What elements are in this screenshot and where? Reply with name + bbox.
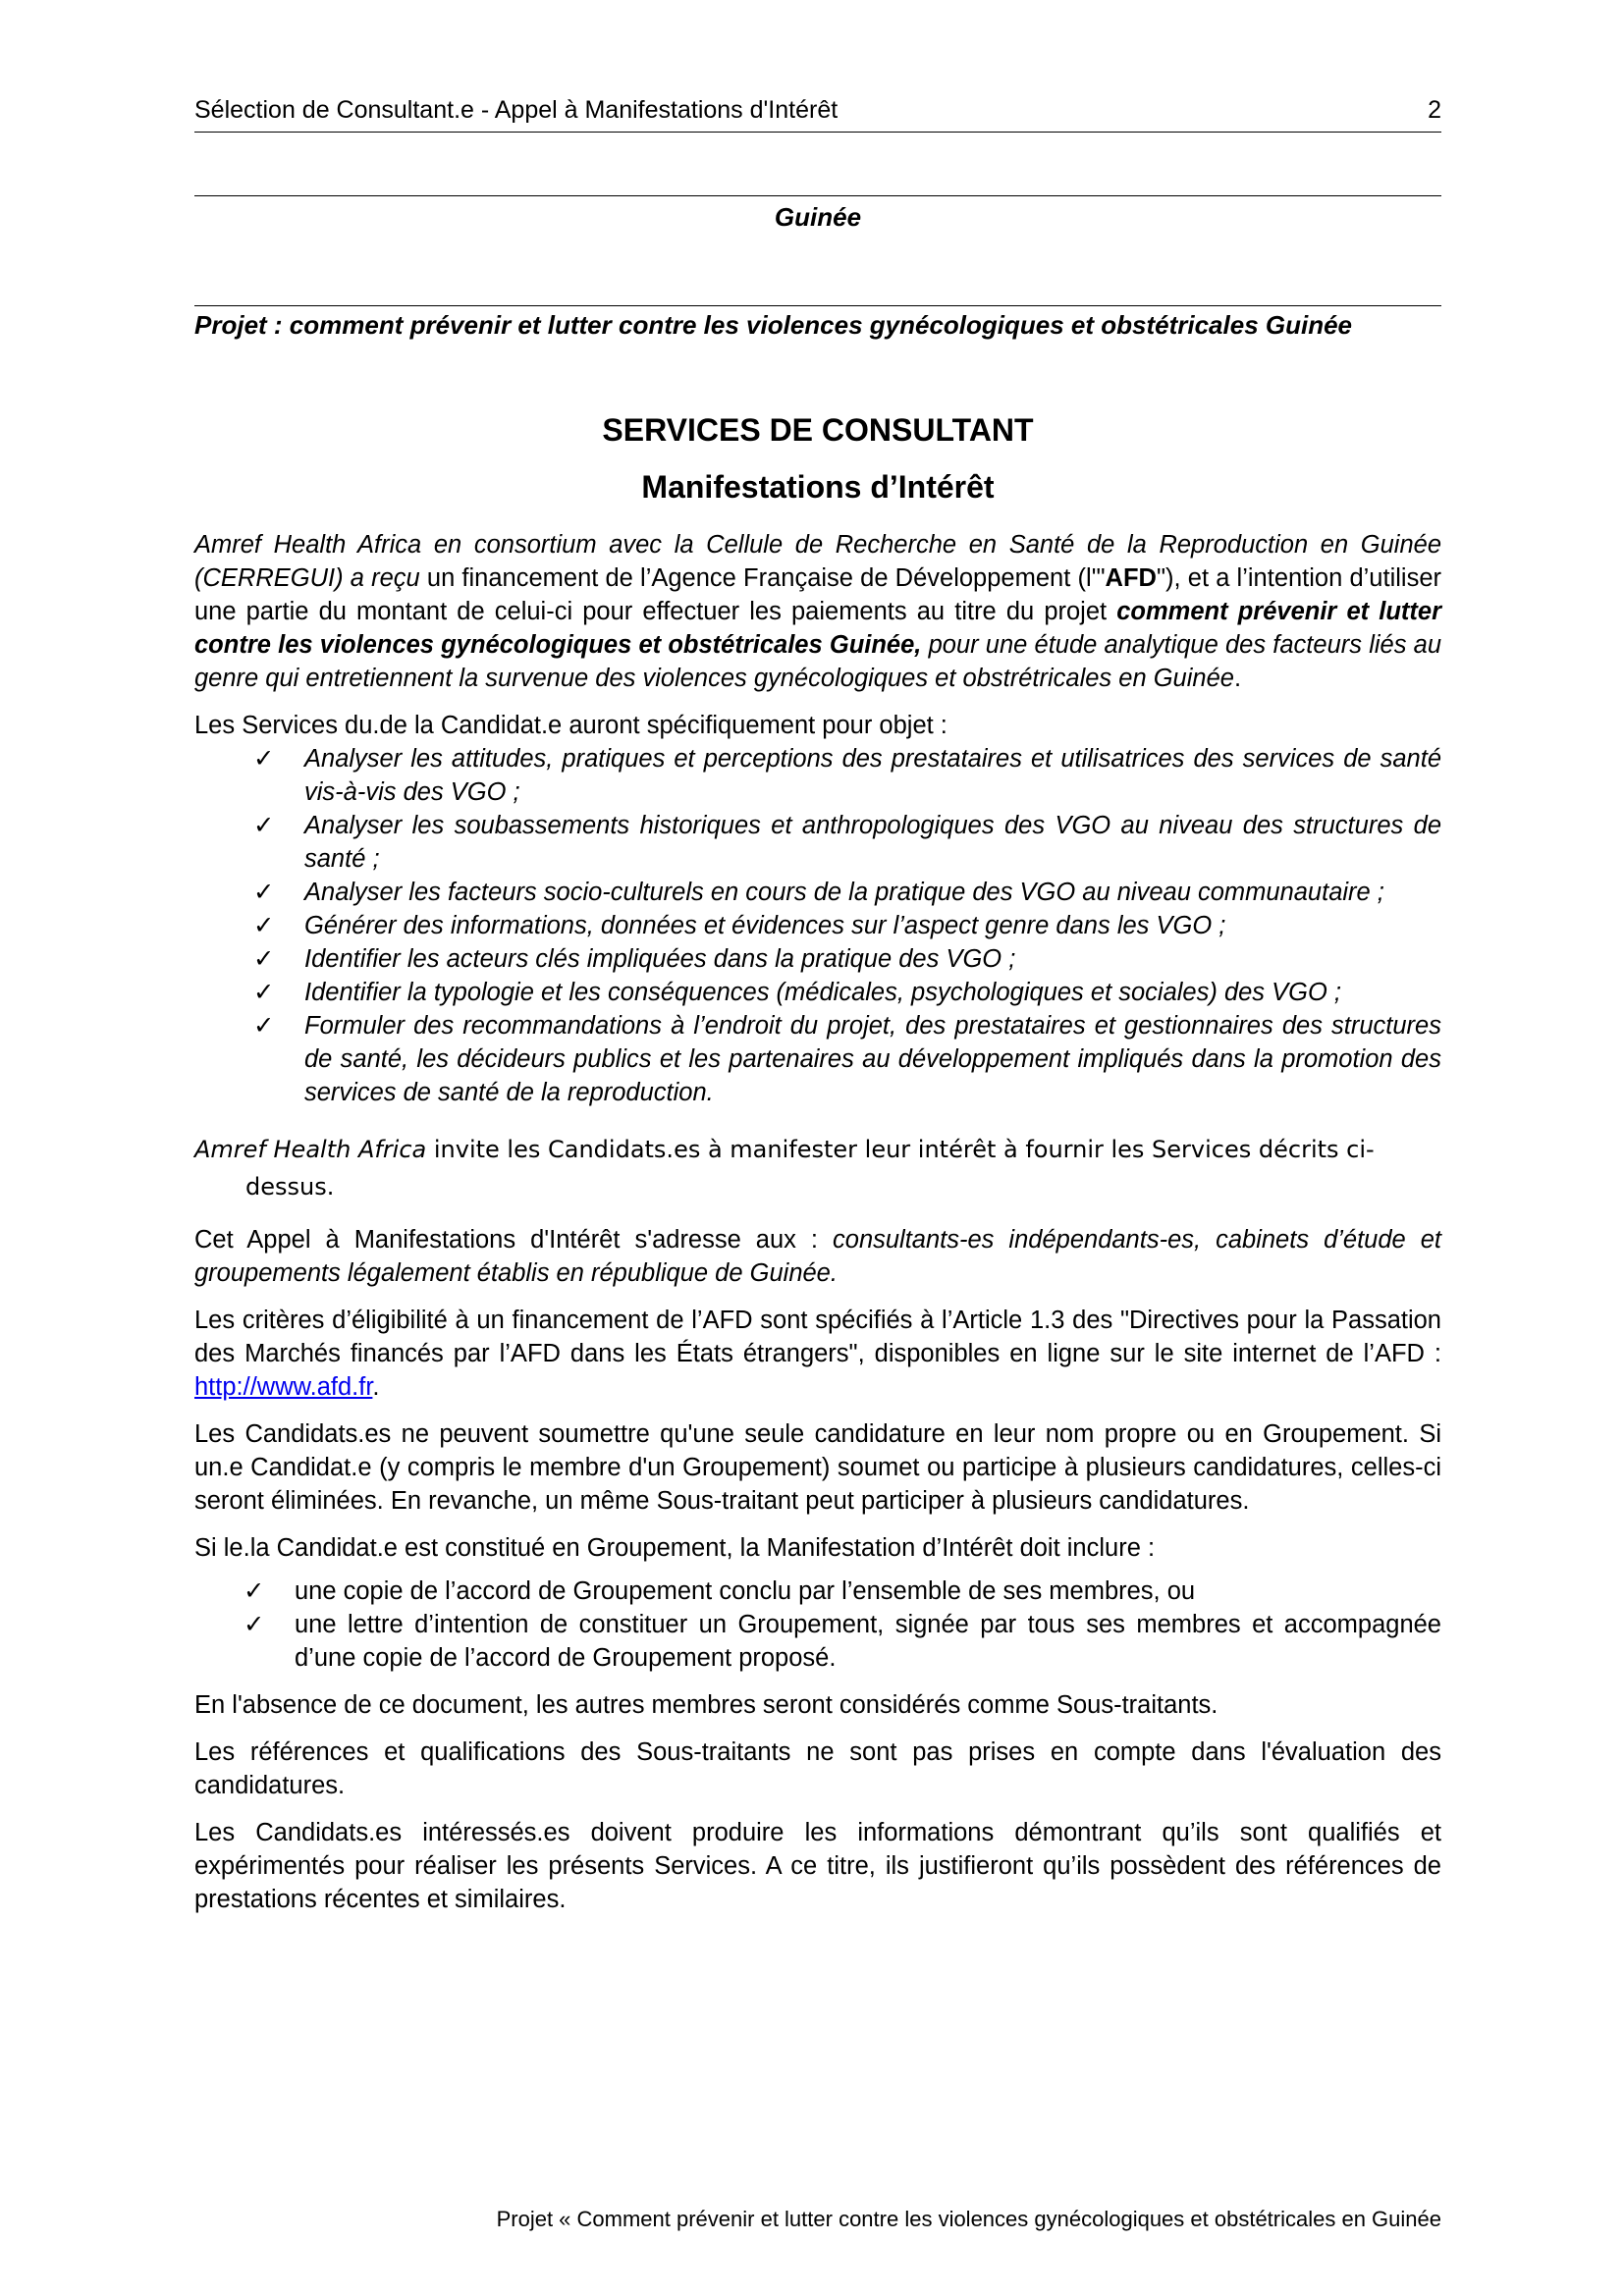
check-icon: ✓ [253, 812, 275, 839]
afd-link[interactable]: http://www.afd.fr [194, 1373, 373, 1401]
list-item [194, 809, 1441, 876]
check-icon: ✓ [244, 1577, 265, 1605]
list-item [194, 1608, 1441, 1675]
services-intro: Les Services du.de la Candidat.e auront spécifiquement pour objet : [194, 712, 947, 739]
check-icon: ✓ [253, 1012, 275, 1040]
service-text: Analyser les soubassements historiques et anthropologiques des VGO au niveau des structures de santé ; [304, 812, 1441, 873]
list-item [194, 876, 1441, 909]
list-item [194, 742, 1441, 809]
list-item [194, 976, 1441, 1009]
check-icon: ✓ [253, 945, 275, 973]
interested-paragraph: Les Candidats.es intéressés.es doivent produire les informations démontrant qu’ils sont qualifiés et expérimentés pour réaliser les présents Services. A ce titre, ils justifieront qu’ils possèdent des références de prestations récentes et similaires. [194, 1819, 1441, 1913]
intro-part4: pour une étude analytique des facteurs liés au genre qui entretiennent la survenue des violences gynécologiques et obstrétricales en Guinée [194, 631, 1442, 692]
list-item [194, 1009, 1441, 1109]
intro-part1: Amref Health Africa en consortium avec la Cellule de Recherche en Santé de la Reproduction en Guinée (CERREGUI) a reçu [194, 531, 1441, 592]
service-text: Générer des informations, données et évidences sur l’aspect genre dans les VGO ; [304, 912, 1226, 939]
audience-italic: consultants-es indépendants-es, cabinets d’étude et groupements légalement établis en république de Guinée. [194, 1226, 1441, 1287]
group-item-text: une lettre d’intention de constituer un Groupement, signée par tous ses membres et accompagnée d’une copie de l’accord de Groupement proposé. [295, 1611, 1441, 1672]
service-text: Analyser les facteurs socio-culturels en cours de la pratique des VGO au niveau communautaire ; [304, 879, 1384, 906]
list-item [194, 909, 1441, 942]
eligibility-text: Les critères d’éligibilité à un financement de l’AFD sont spécifiés à l’Article 1.3 des "Directives pour la Passation des Marchés financés par l’AFD dans les États étrangers", disponibles en ligne sur le site internet de l’AFD : [194, 1307, 1441, 1367]
intro-part5: . [1233, 665, 1242, 692]
intro-part3: "), et a l’intention d’utiliser une partie du montant de celui-ci pour effectuer les paiements au titre du projet [194, 564, 1441, 625]
section-heading: SERVICES DE CONSULTANT [602, 412, 1034, 448]
invite-line2: dessus. [245, 1173, 335, 1201]
intro-project: comment prévenir et lutter contre les violences gynécologiques et obstétricales Guinée, [194, 598, 1441, 659]
intro-part2: un financement de l’Agence Française de Développement (l'" [419, 564, 1106, 592]
absence-paragraph: En l'absence de ce document, les autres membres seront considérés comme Sous-traitants. [194, 1691, 1218, 1719]
country-block [194, 195, 1441, 233]
invite-line1: invite les Candidats.es à manifester leur intérêt à fournir les Services décrits ci- [426, 1136, 1375, 1163]
audience-paragraph [194, 1223, 1441, 1290]
group-list [194, 1575, 1441, 1675]
service-text: Analyser les attitudes, pratiques et perceptions des prestataires et utilisatrices des services de santé vis-à-vis des VGO ; [304, 745, 1441, 806]
page-number: 2 [1428, 96, 1441, 124]
page-footer: Projet « Comment prévenir et lutter contre les violences gynécologiques et obstétricales en Guinée [496, 2207, 1441, 2231]
single-application-paragraph: Les Candidats.es ne peuvent soumettre qu'une seule candidature en leur nom propre ou en Groupement. Si un.e Candidat.e (y compris le membre d'un Groupement) soumet ou participe à plusieurs candidatures, celles-ci seront éliminées. En revanche, un même Sous-traitant peut participer à plusieurs candidatures. [194, 1420, 1441, 1515]
group-item-text: une copie de l’accord de Groupement conclu par l’ensemble de ses membres, ou [295, 1577, 1196, 1605]
eligibility-paragraph [194, 1304, 1441, 1404]
project-title: Projet : comment prévenir et lutter contre les violences gynécologiques et obstétricales Guinée [194, 305, 1441, 341]
check-icon: ✓ [253, 979, 275, 1006]
subcontractors-paragraph: Les références et qualifications des Sous-traitants ne sont pas prises en compte dans l'évaluation des candidatures. [194, 1738, 1441, 1799]
list-item [194, 942, 1441, 976]
group-intro: Si le.la Candidat.e est constitué en Groupement, la Manifestation d’Intérêt doit inclure : [194, 1534, 1156, 1562]
services-list [194, 742, 1441, 1109]
section-subheading: Manifestations d’Intérêt [641, 469, 995, 505]
body-text [194, 528, 1441, 1930]
country-label: Guinée [774, 202, 862, 232]
page-header [194, 96, 1441, 133]
header-title: Sélection de Consultant.e - Appel à Manifestations d'Intérêt [194, 96, 839, 124]
invite-paragraph [194, 1131, 1441, 1205]
audience-text: Cet Appel à Manifestations d'Intérêt s'adresse aux : [194, 1226, 834, 1254]
list-item [194, 1575, 1441, 1608]
invite-org: Amref Health Africa [194, 1136, 427, 1163]
eligibility-end: . [372, 1373, 380, 1401]
check-icon: ✓ [244, 1611, 265, 1638]
service-text: Identifier la typologie et les conséquences (médicales, psychologiques et sociales) des VGO ; [304, 979, 1341, 1006]
service-text: Formuler des recommandations à l’endroit du projet, des prestataires et gestionnaires des structures de santé, les décideurs publics et les partenaires au développement impliqués dans la promotion des services de santé de la reproduction. [304, 1012, 1441, 1106]
intro-afd: AFD [1105, 564, 1157, 592]
check-icon: ✓ [253, 912, 275, 939]
check-icon: ✓ [253, 879, 275, 906]
service-text: Identifier les acteurs clés impliquées dans la pratique des VGO ; [304, 945, 1016, 973]
check-icon: ✓ [253, 745, 275, 773]
intro-paragraph [194, 528, 1441, 695]
